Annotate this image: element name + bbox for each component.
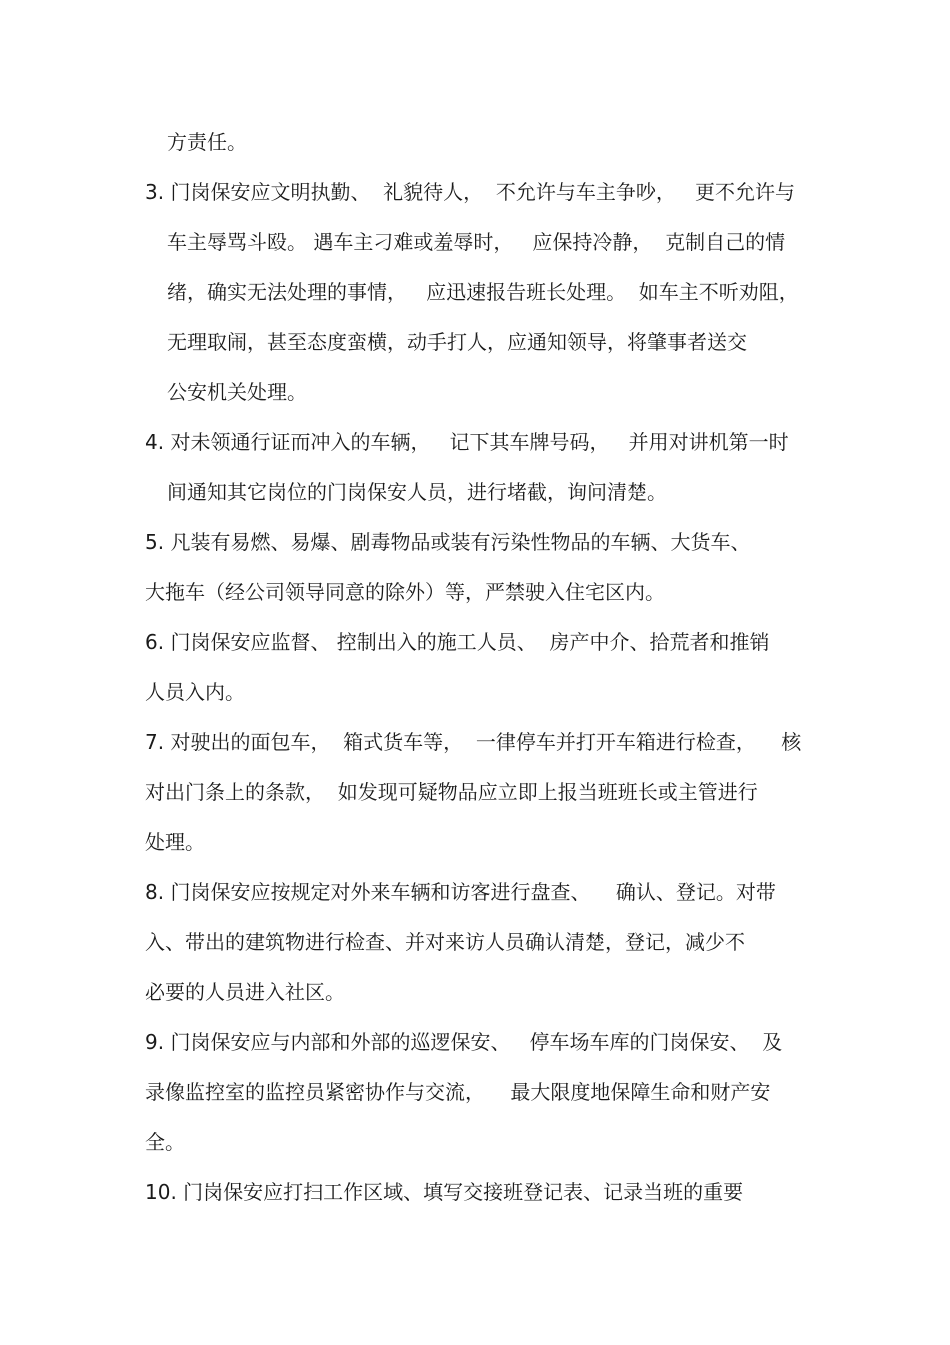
text-line: 6. 门岗保安应监督、 控制出入的施工人员、 房产中介、拾荒者和推销 [145, 630, 770, 654]
text-line: 无理取闹，甚至态度蛮横，动手打人，应通知领导，将肇事者送交 [167, 330, 747, 354]
text-line: 车主辱骂斗殴。 遇车主刁难或羞辱时， 应保持冷静， 克制自己的情 [167, 230, 786, 254]
text-line: 方责任。 [167, 130, 247, 154]
text-line: 人员入内。 [145, 680, 245, 704]
text-line: 录像监控室的监控员紧密协作与交流， 最大限度地保障生命和财产安 [145, 1080, 771, 1104]
text-line: 入、带出的建筑物进行检查、并对来访人员确认清楚，登记，减少不 [145, 930, 745, 954]
text-line: 间通知其它岗位的门岗保安人员，进行堵截，询问清楚。 [167, 480, 667, 504]
text-line: 绪，确实无法处理的事情， 应迅速报告班长处理。 如车主不听劝阻， [167, 280, 799, 304]
text-line: 3. 门岗保安应文明执勤、 礼貌待人， 不允许与车主争吵， 更不允许与 [145, 180, 795, 204]
text-line: 处理。 [145, 830, 205, 854]
text-line: 4. 对未领通行证而冲入的车辆， 记下其车牌号码， 并用对讲机第一时 [145, 430, 789, 454]
text-line: 大拖车（经公司领导同意的除外）等，严禁驶入住宅区内。 [145, 580, 665, 604]
text-line: 必要的人员进入社区。 [145, 980, 345, 1004]
text-line: 8. 门岗保安应按规定对外来车辆和访客进行盘查、 确认、登记。对带 [145, 880, 776, 904]
text-line: 对出门条上的条款， 如发现可疑物品应立即上报当班班长或主管进行 [145, 780, 758, 804]
text-line: 公安机关处理。 [167, 380, 307, 404]
text-line: 9. 门岗保安应与内部和外部的巡逻保安、 停车场车库的门岗保安、 及 [145, 1030, 783, 1054]
text-line: 10. 门岗保安应打扫工作区域、填写交接班登记表、记录当班的重要 [145, 1180, 744, 1204]
text-line: 7. 对驶出的面包车， 箱式货车等， 一律停车并打开车箱进行检查， 核 [145, 730, 802, 754]
text-line: 全。 [145, 1130, 185, 1154]
text-line: 5. 凡装有易燃、易爆、剧毒物品或装有污染性物品的车辆、大货车、 [145, 530, 751, 554]
